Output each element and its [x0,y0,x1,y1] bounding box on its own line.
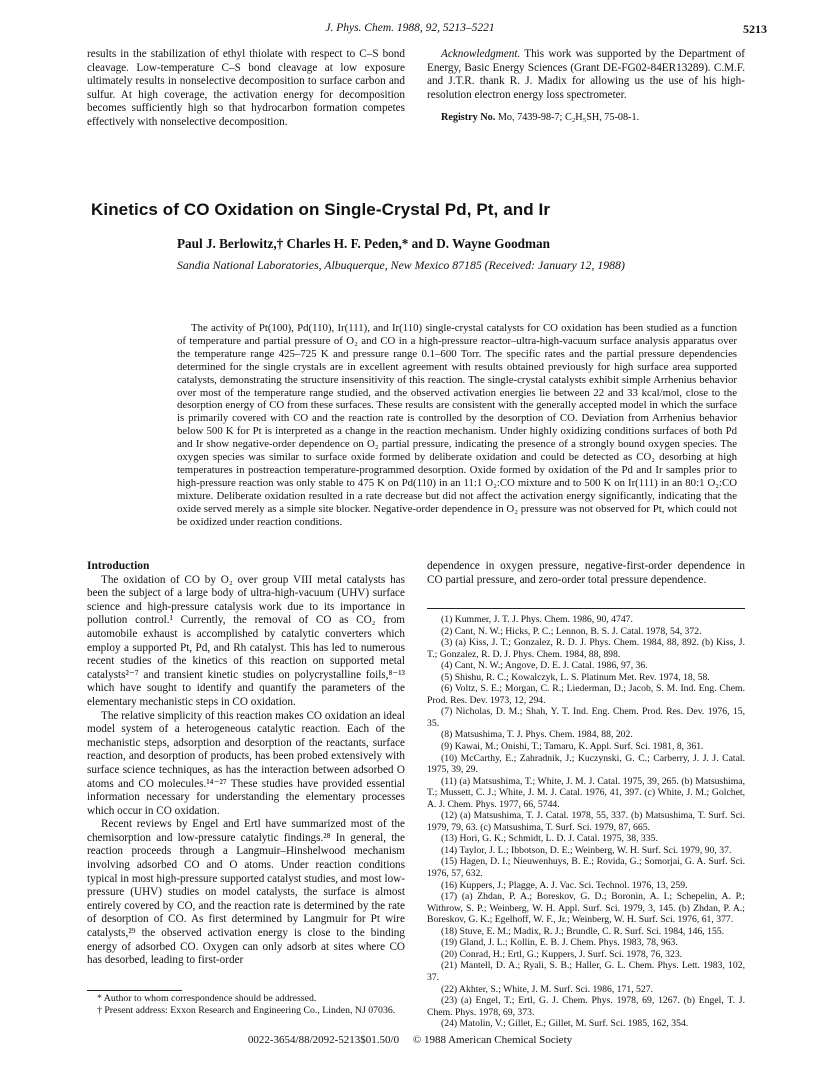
copyright-notice: © 1988 American Chemical Society [412,1034,573,1046]
footnote-present-address: † Present address: Exxon Research and Engineering Co., Linden, NJ 07036. [97,1004,396,1016]
intro-continuation: dependence in oxygen pressure, negative-first-order dependence in CO partial pressure, and zero-order total pressure dependence. [427,560,745,586]
reference-item: (6) Voltz, S. E.; Morgan, C. R.; Liederman, D.; Jacob, S. M. Ind. Eng. Chem. Prod. Res. Dev. 1973, 12, 294. [427,683,745,706]
reference-item: (15) Hagen, D. I.; Nieuwenhuys, B. E.; Rovida, G.; Somorjai, G. A. Surf. Sci. 1976, 57, 632. [427,856,745,880]
footnote-corresponding-author: * Author to whom correspondence should be addressed. [97,993,317,1004]
page-number: 5213 [743,22,767,36]
journal-citation: J. Phys. Chem. 1988, 92, 5213–5221 [325,22,495,34]
reference-item: (12) (a) Matsushima, T. J. Catal. 1978, 55, 337. (b) Matsushima, T. Surf. Sci. 1979, 79, 63. (c) Matsushima, T. Surf. Sci. 1979, 87, 665. [427,810,745,833]
footnote-divider [87,990,182,991]
reference-item: (17) (a) Zhdan, P. A.; Boreskov, G. D.; Boronin, A. I.; Schepelin, A. P.; Withrow, S. P.; Weinberg, W. H. Appl. Surf. Sci. 1979, 3, 145. (b) Zhdan, P. A.; Boreskov, G. K.; Egelhoff, W. F., Jr.; Weinberg, W. H. Surf. Sci. 1976, 61, 377. [427,891,745,926]
article-title: Kinetics of CO Oxidation on Single-Crystal Pd, Pt, and Ir [91,200,551,219]
article-affiliation: Sandia National Laboratories, Albuquerque, New Mexico 87185 (Received: January 12, 1988) [177,258,625,272]
abstract-text: The activity of Pt(100), Pd(110), Ir(111), and Ir(110) single-crystal catalysts for CO oxidation has been studied as a function of temperature and partial pressure of O₂ and CO in a high-pressure reactor–ultra-high-vacuum surface analysis apparatus over the temperature range 425–725 K and pressure range 0.1–600 Torr. The specific rates and the partial pressure dependencies determined for the single crystals are in excellent agreement with results obtained previously for high surface area supported catalysts, demonstrating the structure insensitivity of this reaction. The single-crystal catalysts exhibit simple Arrhenius behavior over most of the temperature range studied, and the observed activation energies lie between 22 and 33 kcal/mol, close to the desorption energy of CO from these surfaces. These results are consistent with the generally accepted model in which the surface is primarily covered with CO and the reaction rate is controlled by the desorption of CO. Deviation from Arrhenius behavior below 500 K for Pt is interpreted as a change in the reaction mechanism. Under highly oxidizing conditions surfaces of both Pd and Ir show negative-order dependence on O₂ partial pressure, indicating the presence of a strongly bound oxygen species. The oxygen species was similar to surface oxide formed by deliberate oxidation and could be detected as CO₂ desorbing at high temperatures in postreaction temperature-programmed desorption. Oxide formed by oxidation of the Pd and Ir samples prior to high-pressure reaction was only stable to 475 K on Pd(110) in an 11:1 O₂:CO mixture and to 500 K on Ir(111) in an 80:1 O₂:CO mixture. Deliberate oxidation resulted in a rate decrease but did not affect the activation energy significantly, indicating that the oxide served merely as a simple site blocker. Negative-order dependence in O₂ pressure was not observed for Pt, which could not be oxidized under reaction conditions. [177,322,737,528]
reference-item: (16) Kuppers, J.; Plagge, A. J. Vac. Sci. Technol. 1976, 13, 259. [441,879,688,891]
introduction-column-left [87,560,405,968]
references-divider [427,608,745,609]
acknowledgment-block [427,48,745,125]
reference-item: (14) Taylor, J. L.; Ibbotson, D. E.; Weinberg, W. H. Surf. Sci. 1979, 90, 37. [441,844,732,856]
intro-paragraph-2: The relative simplicity of this reaction makes CO oxidation an ideal model system of a heterogeneous catalytic reaction. Each of the mechanistic steps, adsorption and desorption of the reactants, surface reaction, and desorption of products, has been probed extensively with surface science techniques, as has the interaction between adsorbed O atoms and CO molecules.¹⁴⁻²⁷ These studies have provided essential information necessary for understanding the elementary processes which occur in CO oxidation. [87,709,405,817]
reference-item: (23) (a) Engel, T.; Ertl, G. J. Chem. Phys. 1978, 69, 1267. (b) Engel, T. J. Chem. Phys. 1978, 69, 373. [427,995,745,1018]
abstract [177,322,737,529]
intro-paragraph-3: Recent reviews by Engel and Ertl have summarized most of the chemisorption and low-pressure catalytic findings.²⁸ In general, the reaction proceeds through a Langmuir–Hinshelwood mechanism involving adsorbed CO and O atoms. Under reaction conditions typical in most high-pressure supported catalyst studies, and most low-pressure (UHV) studies on model catalysts, the surface is almost entirely covered by CO, and the reaction rate is determined by the rate of desorption of CO. As first determined by Langmuir for Pt wire catalysts,²⁹ the observed activation energy is close to the binding energy of adsorbed CO. Oxygen can only adsorb at sites where CO has desorbed, leading to first-order [87,818,405,967]
introduction-column-right [427,560,745,587]
acknowledgment-heading: Acknowledgment. [441,48,521,60]
conclusion-paragraph: results in the stabilization of ethyl thiolate with respect to C–S bond cleavage. Low-temperature C–S bond cleavage at low exposure ultimately results in nonselective decomposition to surface carbon and sulfur. At high coverage, the activation energy for decomposition becomes sufficiently high so that hydrocarbon formation competes effectively with nonselective decomposition. [87,48,405,128]
reference-item: (9) Kawai, M.; Onishi, T.; Tamaru, K. Appl. Surf. Sci. 1981, 8, 361. [441,741,704,753]
reference-item: (5) Shishu, R. C.; Kowalczyk, L. S. Platinum Met. Rev. 1974, 18, 58. [441,671,710,683]
reference-item: (3) (a) Kiss, J. T.; Gonzalez, R. D. J. Phys. Chem. 1984, 88, 892. (b) Kiss, J. T.; Gonzalez, R. D. J. Phys. Chem. 1984, 88, 898. [427,637,745,660]
running-head [0,22,820,38]
reference-list [427,614,745,1030]
footnotes [87,993,405,1016]
reference-item: (10) McCarthy, E.; Zahradnik, J.; Kuczynski, G. C.; Carberry, J. J. J. Catal. 1975, 39, 29. [427,752,745,776]
reference-item: (7) Nicholas, D. M.; Shah, Y. T. Ind. Eng. Chem. Prod. Res. Dev. 1976, 15, 35. [427,706,745,729]
reference-item: (8) Matsushima, T. J. Phys. Chem. 1984, 88, 202. [441,729,633,741]
registry-label: Registry No. [441,112,496,124]
page-footer [0,1034,820,1046]
article-code: 0022-3654/88/2092-5213$01.50/0 [247,1034,400,1046]
previous-article-conclusion [87,48,405,130]
reference-item: (24) Matolin, V.; Gillet, E.; Gillet, M. Surf. Sci. 1985, 162, 354. [441,1018,689,1030]
reference-item: (21) Mantell, D. A.; Ryali, S. B.; Haller, G. L. Chem. Phys. Lett. 1983, 102, 37. [427,960,745,983]
reference-item: (13) Hori, G. K.; Schmidt, L. D. J. Catal. 1975, 38, 335. [441,833,658,845]
reference-item: (2) Cant, N. W.; Hicks, P. C.; Lennon, B. S. J. Catal. 1978, 54, 372. [441,625,702,637]
article-authors: Paul J. Berlowitz,† Charles H. F. Peden,* and D. Wayne Goodman [177,236,550,251]
reference-item: (1) Kummer, J. T. J. Phys. Chem. 1986, 90, 4747. [441,614,633,625]
acknowledgment-text: This work was supported by the Department of Energy, Basic Energy Sciences (Grant DE-FG02-84ER13289). C.M.F. and J.T.R. thank R. J. Madix for allowing us the use of his high-resolution electron energy loss spectrometer. [427,48,745,101]
section-heading-introduction: Introduction [87,560,150,572]
reference-item: (22) Akhter, S.; White, J. M. Surf. Sci. 1986, 171, 527. [441,983,654,995]
reference-item: (11) (a) Matsushima, T.; White, J. M. J. Catal. 1975, 39, 265. (b) Matsushima, T.; Mussett, C. J.; White, J. M. J. Catal. 1976, 41, 397. (c) White, J. M.; Golchet, A. J. Chem. Phys. 1977, 66, 5744. [427,775,745,810]
registry-text: Mo, 7439-98-7; C₂H₅SH, 75-08-1. [497,112,640,124]
intro-paragraph-1: The oxidation of CO by O₂ over group VIII metal catalysts has been the subject of a large body of ultra-high-vacuum (UHV) surface science and high-pressure catalysis work due to its importance in pollution control.¹ Currently, the removal of CO as CO₂ from automobile exhaust is accomplished by catalytic converters which employ a supported Pt, Pd, and Rh catalyst. This has led to numerous recent studies of the kinetics of this reaction on supported metal catalysts²⁻⁷ and transient kinetic studies on polycrystalline foils,⁸⁻¹³ which have sought to identify and quantify the parameters of the elementary mechanistic steps in CO oxidation. [87,573,405,708]
reference-item: (20) Conrad, H.; Ertl, G.; Kuppers, J. Surf. Sci. 1978, 76, 323. [441,948,683,960]
reference-item: (4) Cant, N. W.; Angove, D. E. J. Catal. 1986, 97, 36. [441,660,648,672]
registry-numbers [427,111,745,125]
reference-item: (18) Stuve, E. M.; Madix, R. J.; Brundle, C. R. Surf. Sci. 1984, 146, 155. [441,925,725,937]
reference-item: (19) Gland, J. L.; Kollin, E. B. J. Chem. Phys. 1983, 78, 963. [441,937,678,949]
